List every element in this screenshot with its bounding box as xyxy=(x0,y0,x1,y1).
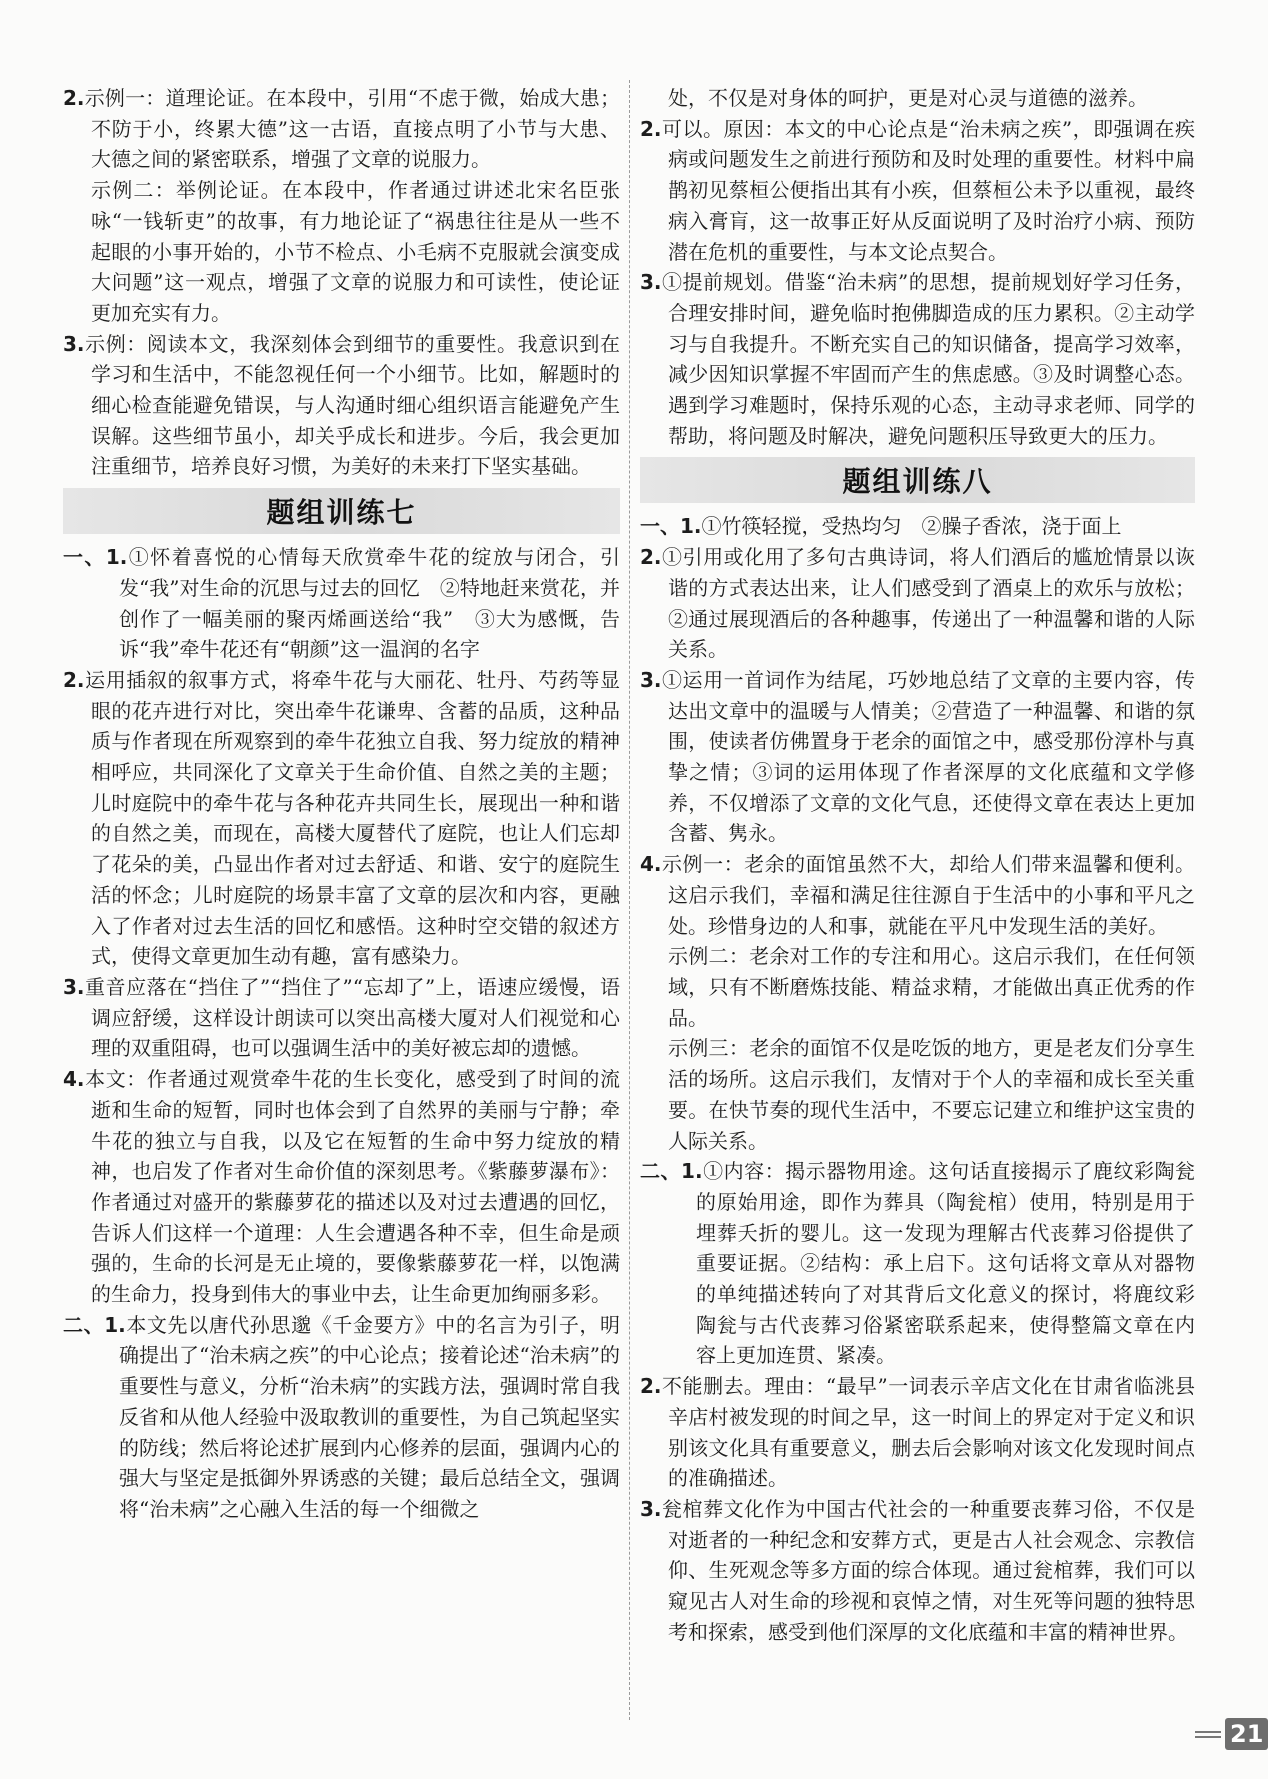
column-divider xyxy=(629,80,630,1720)
question-number: 2. xyxy=(640,1374,662,1399)
answer-paragraph xyxy=(640,114,1195,268)
right-column xyxy=(640,83,1195,1647)
answer-text: ①运用一首词作为结尾，巧妙地总结了文章的主要内容，传达出文章中的温暖与人情美；②营造了一种温馨、和谐的氛围，使读者仿佛置身于老余的面馆之中，感受那份淳朴与真挚之情；③词的运用体现了作者深厚的文化底蕴和文学修养，不仅增添了文章的文化气息，还使得文章在表达上更加含蓄、隽永。 xyxy=(661,667,1195,846)
answer-text: 不能删去。理由：“最早”一词表示辛店文化在甘肃省临洮县辛店村被发现的时间之早，这一时间上的界定对于定义和识别该文化具有重要意义，删去后会影响对该文化发现时间点的准确描述。 xyxy=(661,1374,1195,1491)
answer-text: 示例二：老余对工作的专注和用心。这启示我们，在任何领域，只有不断磨炼技能、精益求精，才能做出真正优秀的作品。 xyxy=(668,944,1195,1030)
answer-paragraph xyxy=(640,941,1195,1033)
answer-paragraph xyxy=(63,329,620,483)
answer-text: 处，不仅是对身体的呵护，更是对心灵与道德的滋养。 xyxy=(668,86,1148,110)
answer-text: 重音应落在“挡住了”“挡住了”“忘却了”上，语速应缓慢，语调应舒缓，这样设计朗读可以突出高楼大厦对人们视觉和心理的双重阻碍，也可以强调生活中的美好被忘却的遗憾。 xyxy=(84,974,620,1061)
answer-text: 示例一：道理论证。在本段中，引用“不虑于微，始成大患；不防于小，终累大德”这一古语，直接点明了小节与大患、大德之间的紧密联系，增强了文章的说服力。 xyxy=(84,86,620,172)
page-number: 21 xyxy=(1225,1718,1268,1750)
answer-paragraph xyxy=(63,972,620,1064)
answer-paragraph xyxy=(640,267,1195,451)
answer-text: 示例：阅读本文，我深刻体会到细节的重要性。我意识到在学习和生活中，不能忽视任何一个小细节。比如，解题时的细心检查能避免错误，与人沟通时细心组织语言能避免产生误解。这些细节虽小，却关乎成长和进步。今后，我会更加注重细节，培养良好习惯，为美好的未来打下坚实基础。 xyxy=(84,331,620,479)
answer-paragraph xyxy=(640,83,1195,114)
answer-paragraph xyxy=(63,1310,621,1525)
answer-paragraph xyxy=(640,542,1195,665)
question-number: 2. xyxy=(640,116,662,141)
question-number: 2. xyxy=(63,86,85,110)
answer-text: 运用插叙的叙事方式，将牵牛花与大丽花、牡丹、芍药等显眼的花卉进行对比，突出牵牛花谦卑、含蓄的品质，这种品质与作者现在所观察到的牵牛花独立自我、努力绽放的精神相呼应，共同深化了文章关于生命价值、自然之美的主题；儿时庭院中的牵牛花与各种花卉共同生长，展现出一种和谐的自然之美，而现在，高楼大厦替代了庭院，也让人们忘却了花朵的美，凸显出作者对过去舒适、和谐、安宁的庭院生活的怀念；儿时庭院的场景丰富了文章的层次和内容，更融入了作者对过去生活的回忆和感悟。这种时空交错的叙述方式，使得文章更加生动有趣，富有感染力。 xyxy=(84,667,620,969)
answer-text: 瓮棺葬文化作为中国古代社会的一种重要丧葬习俗，不仅是对逝者的一种纪念和安葬方式，更是古人社会观念、宗教信仰、生死观念等多方面的综合体现。通过瓮棺葬，我们可以窥见古人对生命的珍视和哀悼之情，对生死等问题的独特思考和探索，感受到他们深厚的文化底蕴和丰富的精神世界。 xyxy=(661,1496,1195,1644)
answer-paragraph xyxy=(640,1033,1195,1156)
answer-text: ①怀着喜悦的心情每天欣赏牵牛花的绽放与闭合，引发“我”对生命的沉思与过去的回忆 ②特地赶来赏花，并创作了一幅美丽的聚丙烯画送给“我” ③大为感慨，告诉“我”牵牛花还有“朝颜”这一温润的名字 xyxy=(119,545,621,662)
question-number: 一、1. xyxy=(63,545,128,570)
answer-text: 示例二：举例论证。在本段中，作者通过讲述北宋名臣张咏“一钱斩吏”的故事，有力地论证了“祸患往往是从一些不起眼的小事开始的，小节不检点、小毛病不克服就会演变成大问题”这一观点，增强了文章的说服力和可读性，使论证更加充实有力。 xyxy=(91,178,620,325)
answer-text: 可以。原因：本文的中心论点是“治未病之疾”，即强调在疾病或问题发生之前进行预防和及时处理的重要性。材料中扁鹊初见蔡桓公便指出其有小疾，但蔡桓公未予以重视，最终病入膏肓，这一故事正好从反面说明了及时治疗小病、预防潜在危机的重要性，与本文论点契合。 xyxy=(661,116,1195,264)
answer-paragraph xyxy=(63,175,620,329)
answer-paragraph xyxy=(63,665,620,972)
answer-text: 本文先以唐代孙思邈《千金要方》中的名言为引子，明确提出了“治未病之疾”的中心论点；接着论述“治未病”的重要性与意义，分析“治未病”的实践方法，强调时常自我反省和从他人经验中汲取教训的重要性，为自己筑起坚实的防线；然后将论述扩展到内心修养的层面，强调内心的强大与坚定是抵御外界诱惑的关键；最后总结全文，强调将“治未病”之心融入生活的每一个细微之 xyxy=(119,1312,621,1521)
question-number: 3. xyxy=(63,331,85,356)
answer-text: 示例三：老余的面馆不仅是吃饭的地方，更是老友们分享生活的场所。这启示我们，友情对于个人的幸福和成长至关重要。在快节奏的现代生活中，不要忘记建立和维护这宝贵的人际关系。 xyxy=(668,1036,1195,1153)
answer-paragraph xyxy=(640,1371,1195,1494)
question-number: 3. xyxy=(640,667,662,692)
left-column xyxy=(63,83,620,1525)
answer-paragraph xyxy=(640,1494,1195,1648)
answer-text: ①内容：揭示器物用途。这句话直接揭示了鹿纹彩陶瓮的原始用途，即作为葬具（陶瓮棺）使用，特别是用于埋葬夭折的婴儿。这一发现为理解古代丧葬习俗提供了重要证据。②结构：承上启下。这句话将文章从对器物的单纯描述转向了对其背后文化意义的探讨，将鹿纹彩陶瓮与古代丧葬习俗紧密联系起来，使得整篇文章在内容上更加连贯、紧凑。 xyxy=(696,1159,1196,1368)
decorative-lines xyxy=(1195,1731,1221,1738)
question-number: 4. xyxy=(63,1067,85,1092)
answer-paragraph xyxy=(63,1064,620,1310)
answer-text: 本文：作者通过观赏牵牛花的生长变化，感受到了时间的流逝和生命的短暂，同时也体会到了自然界的美丽与宁静；牵牛花的独立与自我，以及它在短暂的生命中努力绽放的精神，也启发了作者对生命价值的深刻思考。《紫藤萝瀑布》：作者通过对盛开的紫藤萝花的描述以及对过去遭遇的回忆，告诉人们这样一个道理：人生会遭遇各种不幸，但生命是顽强的，生命的长河是无止境的，要像紫藤萝花一样，以饱满的生命力，投身到伟大的事业中去，让生命更加绚丽多彩。 xyxy=(84,1067,620,1307)
page-number-badge xyxy=(1195,1718,1268,1750)
answer-paragraph xyxy=(63,542,621,665)
answer-text: ①竹筷轻搅，受热均匀 ②臊子香浓，浇于面上 xyxy=(701,514,1122,539)
question-number: 二、1. xyxy=(640,1159,703,1184)
question-number: 3. xyxy=(63,974,85,999)
answer-text: 示例一：老余的面馆虽然不大，却给人们带来温馨和便利。这启示我们，幸福和满足往往源自于生活中的小事和平凡之处。珍惜身边的人和事，就能在平凡中发现生活的美好。 xyxy=(661,852,1195,938)
answer-text: ①提前规划。借鉴“治未病”的思想，提前规划好学习任务，合理安排时间，避免临时抱佛脚造成的压力累积。②主动学习与自我提升。不断充实自己的知识储备，提高学习效率，减少因知识掌握不牢固而产生的焦虑感。③及时调整心态。遇到学习难题时，保持乐观的心态，主动寻求老师、同学的帮助，将问题及时解决，避免问题积压导致更大的压力。 xyxy=(661,270,1195,448)
answer-paragraph xyxy=(640,511,1195,542)
question-number: 一、1. xyxy=(640,514,702,539)
answer-paragraph xyxy=(640,1156,1196,1371)
question-number: 3. xyxy=(640,270,662,295)
answer-paragraph xyxy=(640,665,1195,849)
answer-paragraph xyxy=(63,83,620,175)
answer-paragraph xyxy=(640,849,1195,941)
question-number: 2. xyxy=(640,545,662,570)
answer-text: ①引用或化用了多句古典诗词，将人们酒后的尴尬情景以诙谐的方式表达出来，让人们感受到了酒桌上的欢乐与放松；②通过展现酒后的各种趣事，传递出了一种温馨和谐的人际关系。 xyxy=(661,545,1195,662)
question-number: 3. xyxy=(640,1496,662,1521)
section-heading: 题组训练八 xyxy=(640,457,1195,503)
question-number: 二、1. xyxy=(63,1312,126,1337)
question-number: 4. xyxy=(640,852,662,877)
section-heading: 题组训练七 xyxy=(63,488,620,534)
question-number: 2. xyxy=(63,667,85,692)
